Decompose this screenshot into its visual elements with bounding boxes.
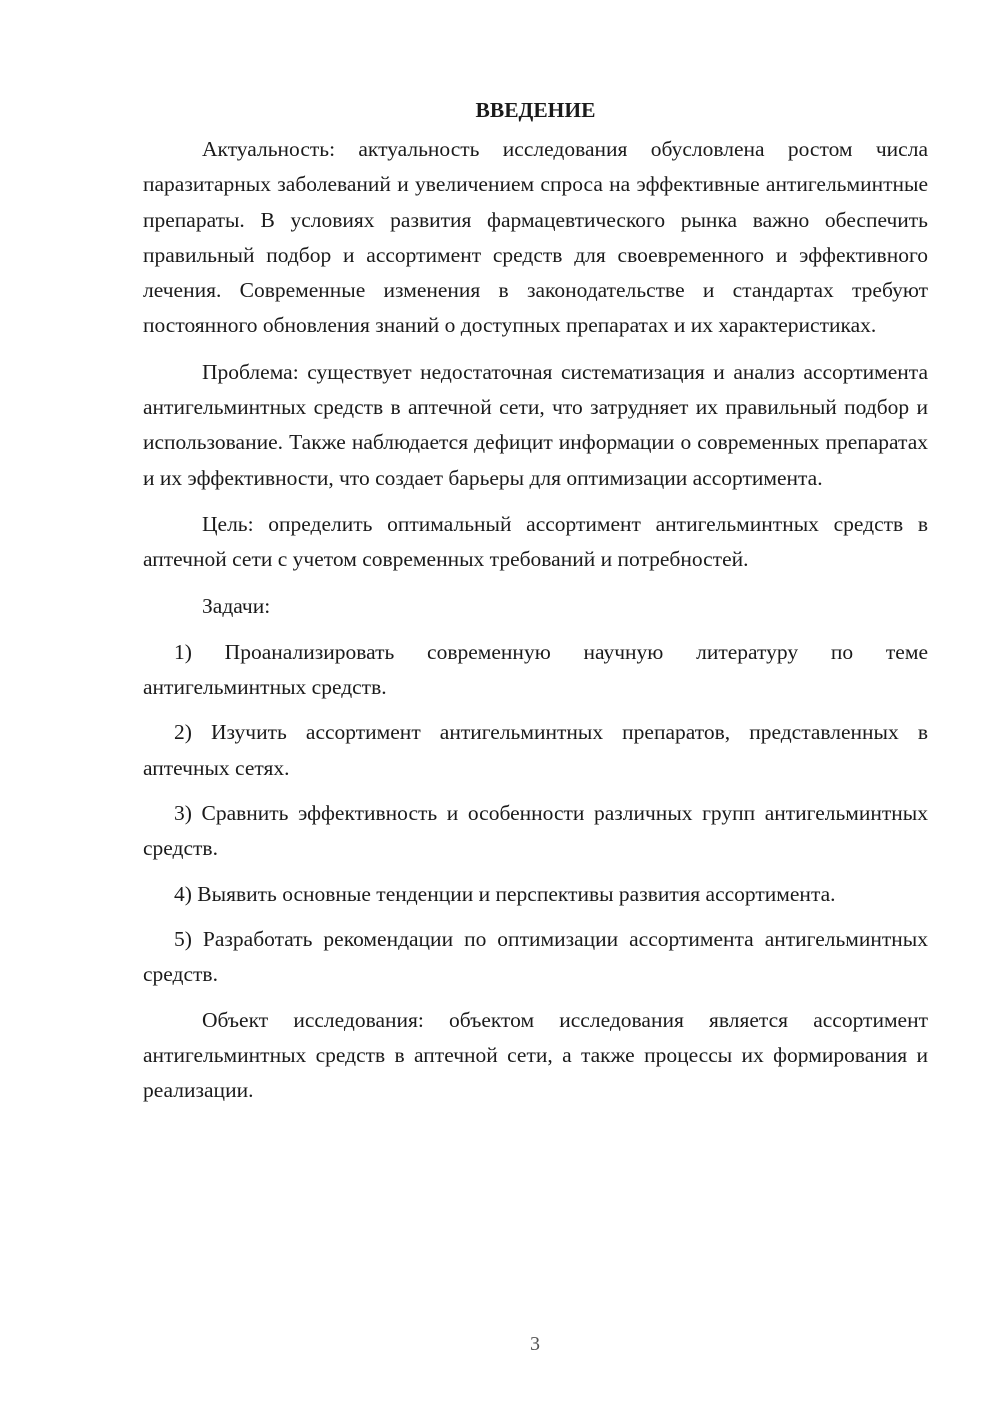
task-item-3: 3) Сравнить эффективность и особенности различных групп антигельминтных средств. <box>143 801 928 861</box>
page-number: 3 <box>530 1333 540 1355</box>
task-item-1: 1) Проанализировать современную научную литературу по теме антигельминтных средств. <box>143 639 928 700</box>
document-page <box>143 92 928 1119</box>
task-item-4: 4) Выявить основные тенденции и перспективы развития ассортимента. <box>174 881 836 906</box>
goal-paragraph: Цель: определить оптимальный ассортимент антигельминтных средств в аптечной сети с учетом современных требований и потребностей. <box>143 511 928 572</box>
task-item-5: 5) Разработать рекомендации по оптимизации ассортимента антигельминтных средств. <box>143 926 928 987</box>
problem-paragraph: Проблема: существует недостаточная систематизация и анализ ассортимента антигельминтных средств в аптечной сети, что затрудняет их правильный подбор и использование. Также наблюдается дефицит информации о современных препаратах и их эффективности, что создает барьеры для оптимизации ассортимента. <box>143 359 928 490</box>
object-paragraph: Объект исследования: объектом исследования является ассортимент антигельминтных средств в аптечной сети, а также процессы их формирования и реализации. <box>143 1007 928 1103</box>
relevance-paragraph: Актуальность: актуальность исследования обусловлена ростом числа паразитарных заболеваний и увеличением спроса на эффективные антигельминтные препараты. В условиях развития фармацевтического рынка важно обеспечить правильный подбор и ассортимент средств для своевременного и эффективного лечения. Современные изменения в законодательстве и стандартах требуют постоянного обновления знаний о доступных препаратах и их характеристиках. <box>143 137 928 338</box>
tasks-label: Задачи: <box>202 593 271 618</box>
section-heading: ВВЕДЕНИЕ <box>475 98 596 122</box>
task-item-2: 2) Изучить ассортимент антигельминтных препаратов, представленных в аптечных сетях. <box>143 720 928 780</box>
